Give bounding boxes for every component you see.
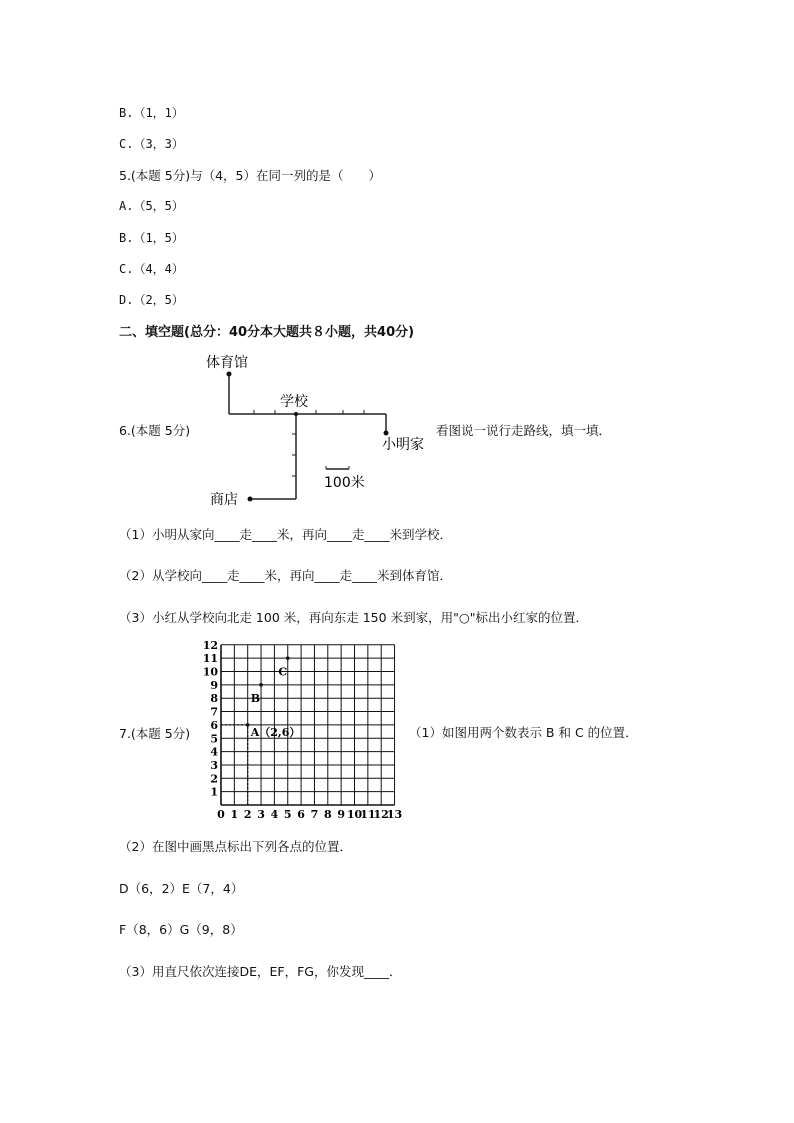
point-a-marker xyxy=(246,723,250,727)
shop-label: 商店 xyxy=(210,492,238,508)
point-b-label: B xyxy=(250,692,261,706)
x-tick-label: 0 xyxy=(217,808,225,821)
y-tick-label: 12 xyxy=(202,640,218,652)
home-label: 小明家 xyxy=(382,437,424,453)
question-7-item-3: （3）用直尺依次连接DE，EF，FG，你发现____． xyxy=(119,964,402,979)
question-5-text: 5.(本题 5分)与（4，5）在同一列的是（ ） xyxy=(119,168,382,183)
option-c-1: C.（3，3） xyxy=(119,137,184,151)
question-6-item-1: （1）小明从家向____走____米，再向____走____米到学校． xyxy=(119,527,452,542)
option-d-2: D.（2，5） xyxy=(119,293,184,307)
y-tick-label: 6 xyxy=(210,718,218,732)
y-tick-label: 3 xyxy=(210,758,218,772)
x-tick-label: 8 xyxy=(323,808,332,821)
y-tick-label: 7 xyxy=(210,705,218,719)
y-tick-label: 9 xyxy=(210,678,218,692)
question-7-points-de: D（6，2）E（7，4） xyxy=(119,881,244,896)
y-tick-label: 4 xyxy=(210,745,218,759)
school-label: 学校 xyxy=(280,394,308,410)
point-c-marker xyxy=(286,656,290,660)
x-tick-label: 3 xyxy=(257,808,265,821)
y-tick-label: 11 xyxy=(202,652,218,666)
y-tick-label: 2 xyxy=(210,772,218,786)
option-b-1: B.（1，1） xyxy=(119,106,184,120)
gym-label: 体育馆 xyxy=(206,355,248,371)
gym-point xyxy=(227,372,232,377)
y-tick-label: 5 xyxy=(210,732,218,746)
x-tick-label: 10 xyxy=(346,808,363,821)
x-tick-label: 4 xyxy=(270,808,279,821)
x-tick-label: 2 xyxy=(243,808,252,821)
x-tick-label: 13 xyxy=(386,808,403,821)
point-c-label: C xyxy=(278,665,288,679)
y-tick-label: 1 xyxy=(210,785,218,799)
question-6-label: 6.(本题 5分) xyxy=(119,423,191,438)
y-tick-label: 8 xyxy=(210,692,218,706)
x-tick-label: 5 xyxy=(283,808,292,821)
x-tick-label: 11 xyxy=(360,808,376,821)
x-tick-label: 1 xyxy=(230,808,239,821)
home-point xyxy=(384,431,389,436)
point-a-label: A（2,6） xyxy=(250,725,301,739)
x-tick-label: 12 xyxy=(373,808,389,821)
scale-label: 100米 xyxy=(324,475,365,491)
section-2-title: 二、填空题(总分：40分本大题共８小题，共40分) xyxy=(119,325,415,340)
x-tick-label: 9 xyxy=(337,808,345,821)
question-6-instruction: 看图说一说行走路线，填一填． xyxy=(436,423,612,438)
shop-point xyxy=(248,497,253,502)
option-c-2: C.（4，4） xyxy=(119,262,184,276)
question-7-label: 7.(本题 5分) xyxy=(119,726,191,741)
question-6-item-3: （3）小红从学校向北走 100 米，再向东走 150 米到家，用"○"标出小红家的位置． xyxy=(119,610,588,625)
question-6-item-2: （2）从学校向____走____米，再向____走____米到体育馆． xyxy=(119,568,452,583)
route-map-figure xyxy=(200,348,445,513)
option-a-2: A.（5，5） xyxy=(119,199,184,213)
question-7-instruction: （1）如图用两个数表示 B 和 C 的位置． xyxy=(409,725,638,740)
option-b-2: B.（1，5） xyxy=(119,231,184,245)
question-7-item-2: （2）在图中画黑点标出下列各点的位置． xyxy=(119,839,352,854)
question-7-points-fg: F（8，6）G（9，8） xyxy=(119,922,243,937)
y-tick-label: 10 xyxy=(202,665,218,679)
school-point xyxy=(294,412,298,416)
x-tick-label: 7 xyxy=(310,808,319,821)
x-tick-label: 6 xyxy=(297,808,305,821)
coordinate-grid-figure xyxy=(200,640,410,822)
point-b-marker xyxy=(259,683,263,687)
